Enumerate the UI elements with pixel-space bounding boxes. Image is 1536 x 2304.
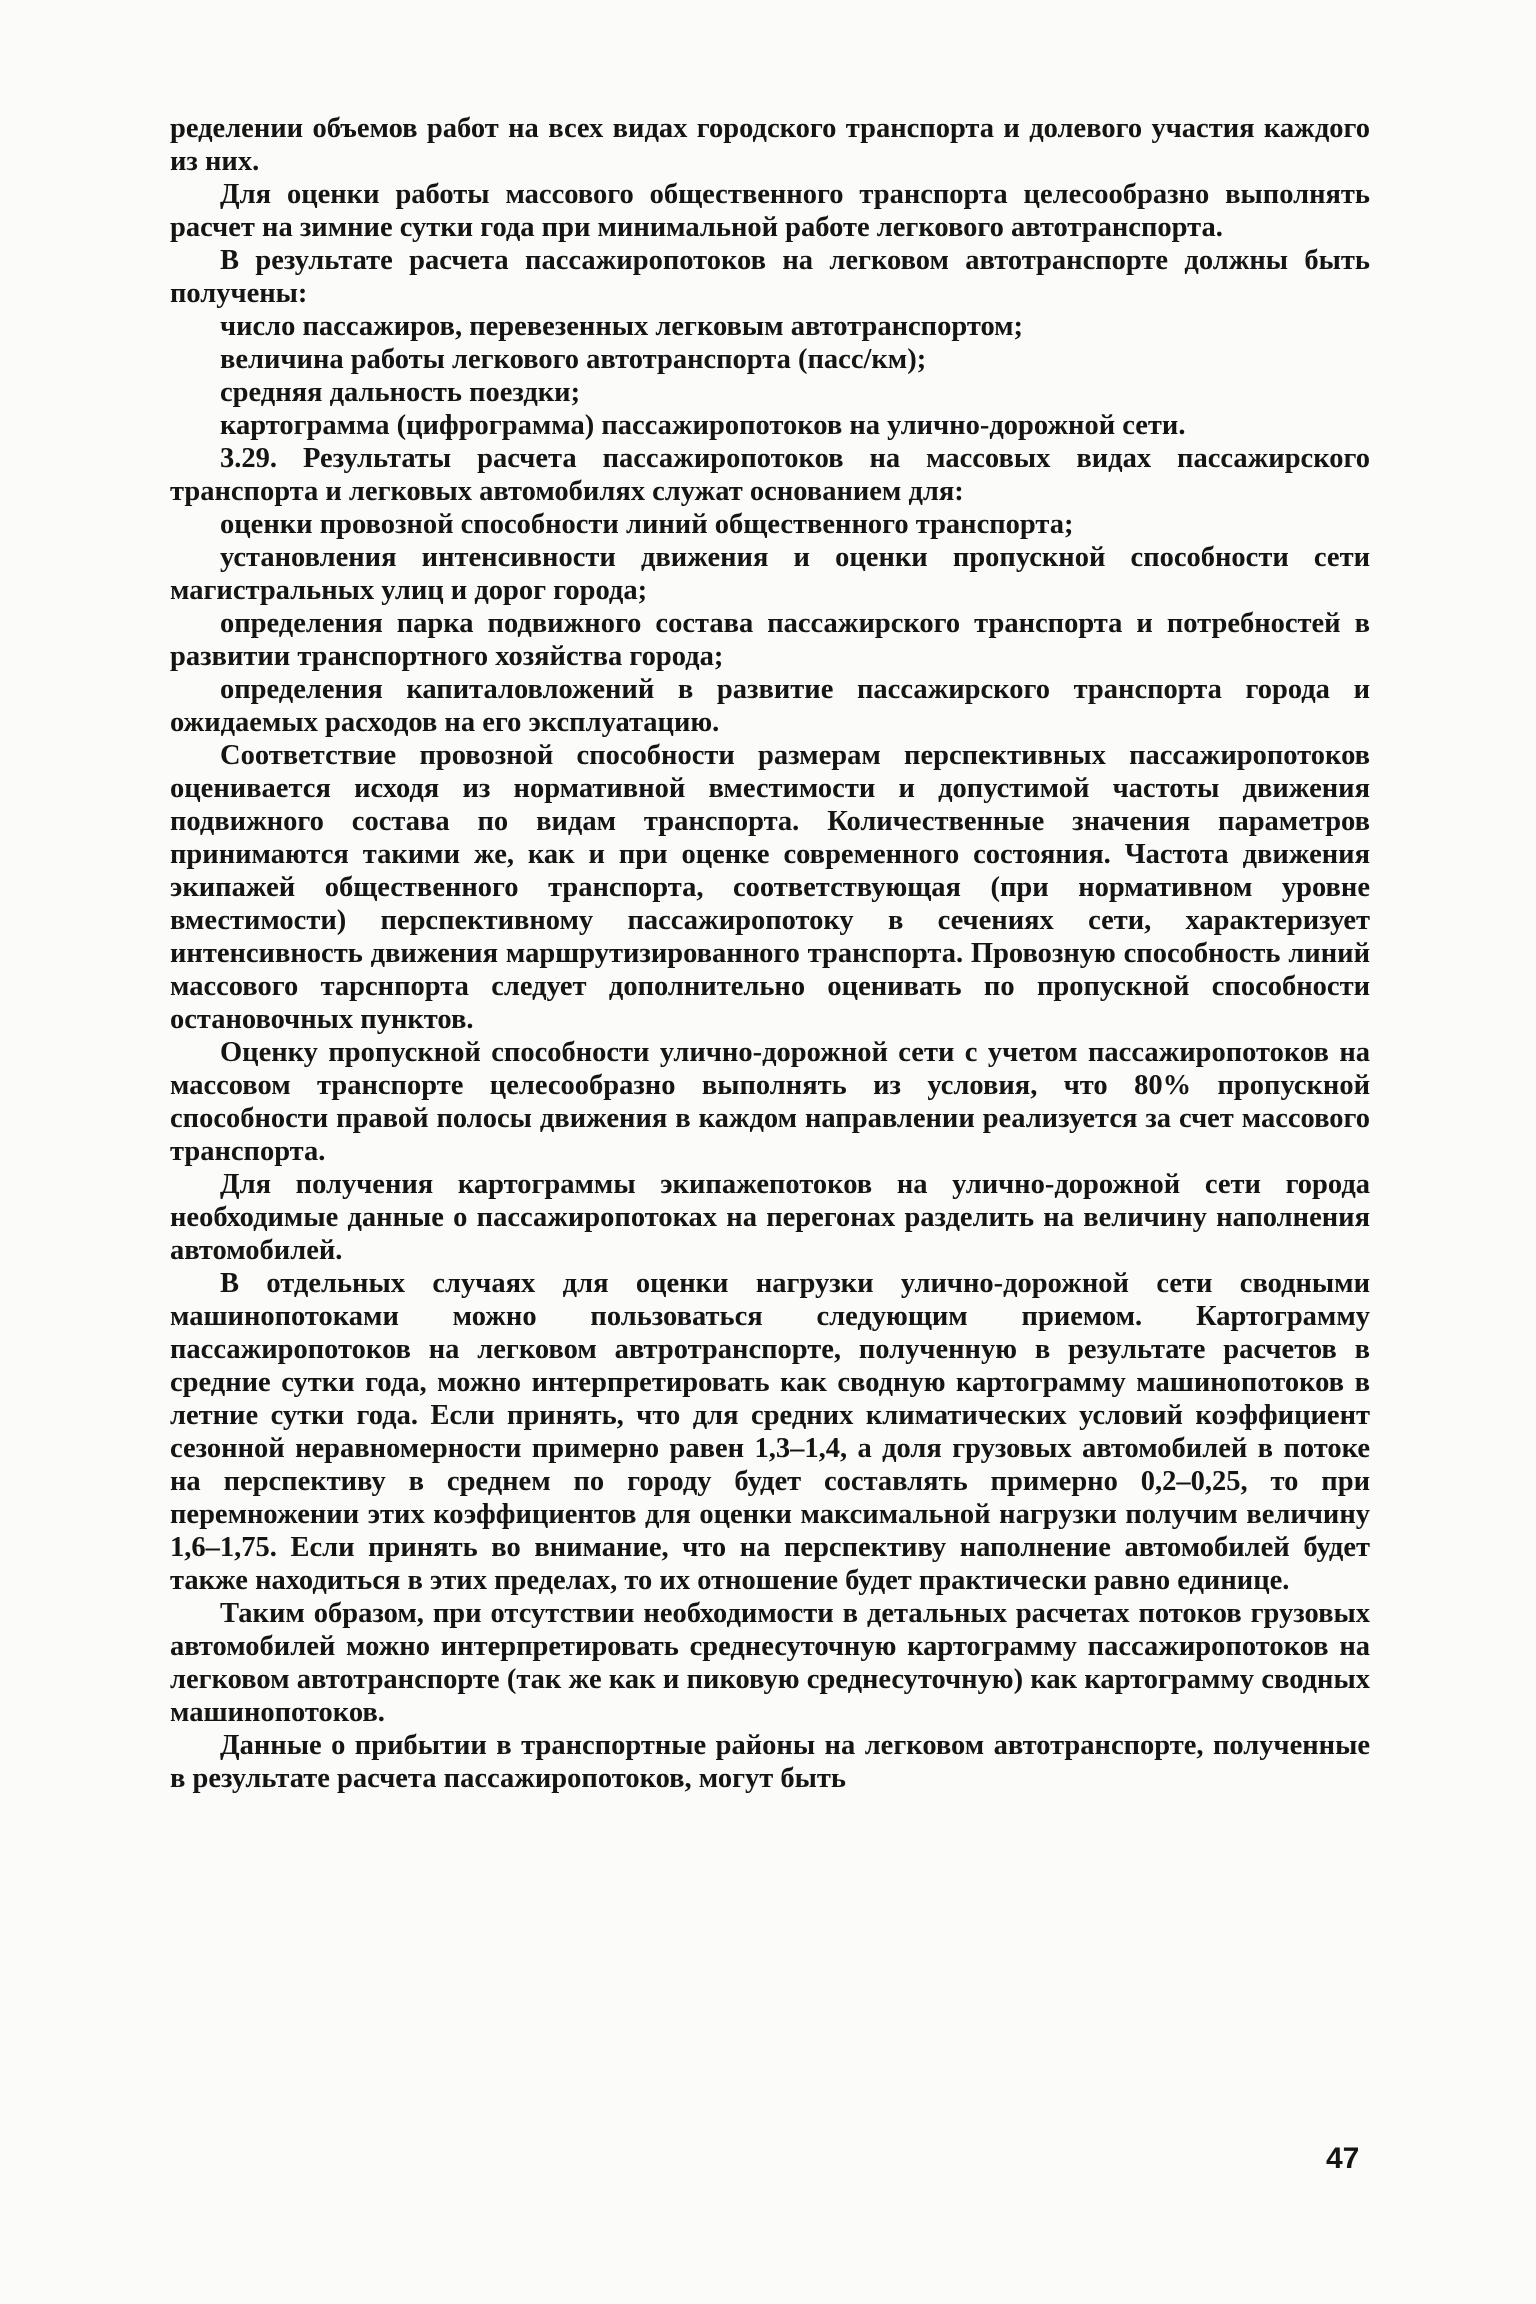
list-item: средняя дальность поездки; <box>220 377 581 408</box>
list-item: число пассажиров, перевезенных легковым автотранспортом; <box>220 311 1024 342</box>
paragraph: Оценку пропускной способности улично-дорожной сети с учетом пассажиропотоков на массовом транспорте целесообразно выполнять из условия, что 80% пропускной способности правой полосы движения в каждом направлении реализуется за счет массового транспорта. <box>170 1037 1370 1167</box>
section-paragraph: 3.29. Результаты расчета пассажиропотоков на массовых видах пассажирского транспорта и легковых автомобилях служат основанием для: <box>170 443 1370 507</box>
page-number: 47 <box>1326 2142 1360 2175</box>
paragraph: Для оценки работы массового общественного транспорта целесообразно выполнять расчет на зимние сутки года при минимальной работе легкового автотранспорта. <box>170 179 1370 243</box>
paragraph: Таким образом, при отсутствии необходимости в детальных расчетах потоков грузовых автомобилей можно интерпретировать среднесуточную картограмму пассажиропотоков на легковом автотранспорте (так же как и пиковую среднесуточную) как картограмму сводных машинопотоков. <box>170 1598 1370 1728</box>
paragraph: Данные о прибытии в транспортные районы на легковом автотранспорте, полученные в результате расчета пассажиропотоков, могут быть <box>170 1730 1370 1794</box>
paragraph: В результате расчета пассажиропотоков на легковом автотранспорте должны быть получены: <box>170 245 1370 309</box>
paragraph: В отдельных случаях для оценки нагрузки улично-дорожной сети сводными машинопотоками можно пользоваться следующим приемом. Картограмму пассажиропотоков на легковом автротранспорте, полученную в результате расчетов в средние сутки года, можно интерпретировать как сводную картограмму машинопотоков в летние сутки года. Если принять, что для средних климатических условий коэффициент сезонной неравномерности примерно равен 1,3–1,4, а доля грузовых автомобилей в потоке на перспективу в среднем по городу будет составлять примерно 0,2–0,25, то при перемножении этих коэффициентов для оценки максимальной нагрузки получим величину 1,6–1,75. Если принять во внимание, что на перспективу наполнение автомобилей будет также находиться в этих пределах, то их отношение будет практически равно единице. <box>170 1268 1370 1596</box>
paragraph: ределении объемов работ на всех видах городского транспорта и долевого участия каждого из них. <box>170 113 1370 177</box>
list-item: картограмма (цифрограмма) пассажиропотоков на улично-дорожной сети. <box>220 410 1186 441</box>
body-text <box>170 112 1370 1795</box>
list-item: определения парка подвижного состава пассажирского транспорта и потребностей в развитии транспортного хозяйства города; <box>170 608 1370 672</box>
paragraph: Соответствие провозной способности размерам перспективных пассажиропотоков оценивается исходя из нормативной вместимости и допустимой частоты движения подвижного состава по видам транспорта. Количественные значения параметров принимаются такими же, как и при оценке современного состояния. Частота движения экипажей общественного транспорта, соответствующая (при нормативном уровне вместимости) перспективному пассажиропотоку в сечениях сети, характеризует интенсивность движения маршрутизированного транспорта. Провозную способность линий массового тарснпорта следует дополнительно оценивать по пропускной способности остановочных пунктов. <box>170 740 1370 1035</box>
list-item: установления интенсивности движения и оценки пропускной способности сети магистральных улиц и дорог города; <box>170 542 1370 606</box>
list-item: определения капиталовложений в развитие пассажирского транспорта города и ожидаемых расходов на его эксплуатацию. <box>170 674 1370 738</box>
paragraph: Для получения картограммы экипажепотоков на улично-дорожной сети города необходимые данные о пассажиропотоках на перегонах разделить на величину наполнения автомобилей. <box>170 1169 1370 1266</box>
list-item: оценки провозной способности линий общественного транспорта; <box>220 509 1074 540</box>
list-item: величина работы легкового автотранспорта (пасс/км); <box>220 344 927 375</box>
